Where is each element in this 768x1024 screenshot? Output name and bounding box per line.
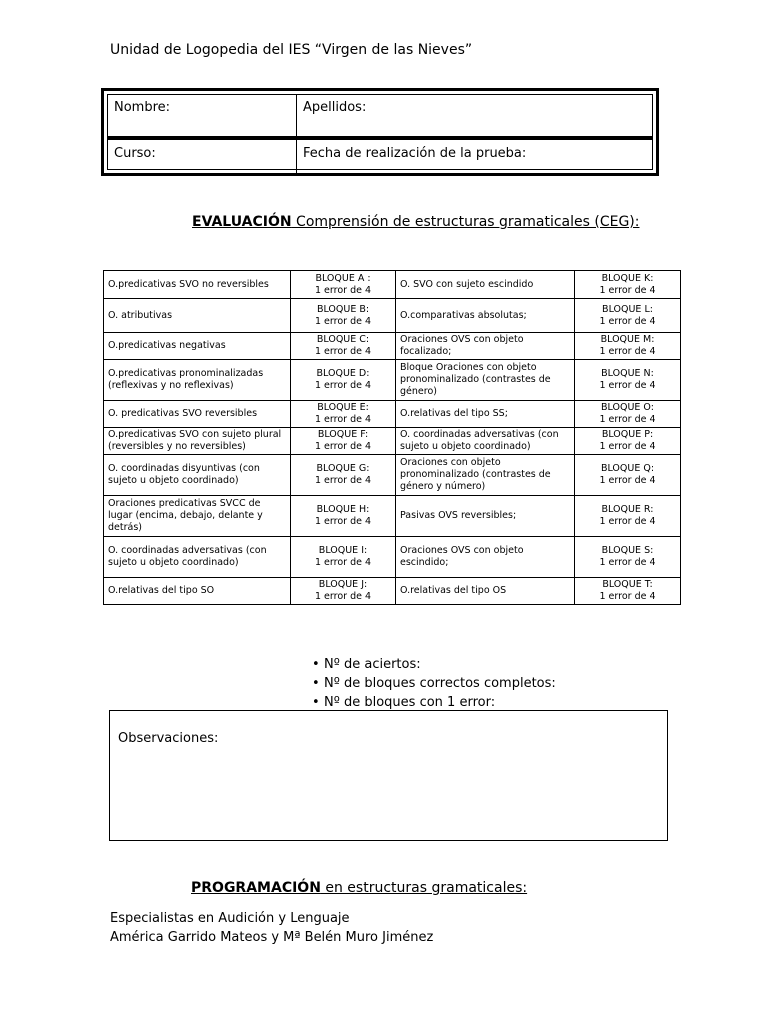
- left-structure-label: O.predicativas SVO no reversibles: [104, 271, 291, 299]
- block-name: BLOQUE L:: [602, 303, 653, 315]
- left-block-cell: [291, 360, 396, 401]
- block-error-count: 1 error de 4: [599, 557, 656, 568]
- curso-label: Curso:: [114, 146, 156, 161]
- left-structure-label: O.predicativas negativas: [104, 333, 291, 360]
- left-structure-label: O.predicativas SVO con sujeto plural (reversibles y no reversibles): [104, 428, 291, 455]
- programacion-heading: [191, 880, 527, 896]
- right-structure-label: O. SVO con sujeto escindido: [396, 271, 575, 299]
- block-name: BLOQUE C:: [316, 334, 370, 345]
- right-structure-label: O. coordinadas adversativas (con sujeto u objeto coordinado): [396, 428, 575, 455]
- left-block-cell: [291, 496, 396, 537]
- block-name: BLOQUE A :: [315, 272, 371, 284]
- block-error-count: 1 error de 4: [314, 516, 372, 527]
- apellidos-label: Apellidos:: [303, 100, 367, 115]
- left-block-cell: [291, 271, 396, 299]
- block-name: BLOQUE H:: [316, 504, 370, 515]
- left-block-cell: [291, 401, 396, 428]
- right-structure-label: Pasivas OVS reversibles;: [396, 496, 575, 537]
- apellidos-field[interactable]: [297, 95, 652, 136]
- right-block-cell: [575, 496, 681, 537]
- block-name: BLOQUE P:: [601, 429, 654, 440]
- programacion-title: en estructuras gramaticales:: [320, 880, 528, 896]
- evaluation-table: [103, 270, 681, 605]
- block-error-count: 1 error de 4: [314, 414, 372, 425]
- right-block-cell: [575, 578, 681, 605]
- evaluation-heading: [192, 214, 639, 230]
- table-row: [104, 360, 681, 401]
- block-error-count: 1 error de 4: [314, 557, 372, 568]
- table-row: [104, 428, 681, 455]
- right-structure-label: Oraciones OVS con objeto escindido;: [396, 537, 575, 578]
- curso-field[interactable]: [108, 140, 297, 174]
- block-error-count: 1 error de 4: [314, 591, 372, 602]
- left-block-cell: [291, 428, 396, 455]
- table-row: [104, 271, 681, 299]
- fecha-field[interactable]: [297, 140, 652, 174]
- right-structure-label: Bloque Oraciones con objeto pronominalizado (contrastes de género): [396, 360, 575, 401]
- nombre-field[interactable]: [108, 95, 297, 136]
- block-error-count: 1 error de 4: [314, 475, 372, 486]
- nombre-label: Nombre:: [114, 100, 171, 115]
- block-error-count: 1 error de 4: [599, 516, 656, 527]
- table-row: [104, 455, 681, 496]
- block-name: BLOQUE R:: [601, 504, 654, 515]
- aciertos-item: • Nº de aciertos:: [312, 655, 556, 674]
- left-block-cell: [291, 299, 396, 333]
- footer-specialists: Especialistas en Audición y Lenguaje: [110, 911, 350, 926]
- block-error-count: 1 error de 4: [314, 346, 372, 357]
- table-row: [104, 333, 681, 360]
- right-structure-label: O.relativas del tipo SS;: [396, 401, 575, 428]
- table-row: [104, 299, 681, 333]
- block-name: BLOQUE J:: [318, 579, 368, 590]
- footer-authors: América Garrido Mateos y Mª Belén Muro Jiménez: [110, 930, 434, 945]
- block-name: BLOQUE E:: [317, 402, 369, 413]
- left-structure-label: O. predicativas SVO reversibles: [104, 401, 291, 428]
- right-block-cell: [575, 428, 681, 455]
- block-error-count: 1 error de 4: [599, 315, 656, 327]
- student-info-box: [101, 88, 659, 176]
- right-block-cell: [575, 299, 681, 333]
- block-name: BLOQUE I:: [318, 545, 368, 556]
- right-block-cell: [575, 333, 681, 360]
- right-structure-label: Oraciones con objeto pronominalizado (contrastes de género y número): [396, 455, 575, 496]
- right-structure-label: O.comparativas absolutas;: [396, 299, 575, 333]
- block-name: BLOQUE N:: [601, 368, 654, 379]
- block-name: BLOQUE G:: [316, 463, 370, 474]
- left-structure-label: O.relativas del tipo SO: [104, 578, 291, 605]
- right-block-cell: [575, 271, 681, 299]
- block-name: BLOQUE B:: [316, 303, 370, 315]
- block-error-count: 1 error de 4: [599, 414, 656, 425]
- block-name: BLOQUE S:: [601, 545, 654, 556]
- evaluation-title: Comprensión de estructuras gramaticales (CEG):: [291, 214, 640, 230]
- block-error-count: 1 error de 4: [599, 346, 656, 357]
- left-structure-label: O.predicativas pronominalizadas (reflexivas y no reflexivas): [104, 360, 291, 401]
- block-error-count: 1 error de 4: [314, 315, 372, 327]
- programacion-keyword: PROGRAMACIÓN: [191, 880, 321, 896]
- left-block-cell: [291, 455, 396, 496]
- table-row: [104, 537, 681, 578]
- left-block-cell: [291, 537, 396, 578]
- block-error-count: 1 error de 4: [599, 380, 656, 391]
- bloques-error-item: • Nº de bloques con 1 error:: [312, 693, 556, 712]
- fecha-label: Fecha de realización de la prueba:: [303, 146, 527, 161]
- table-row: [104, 401, 681, 428]
- left-structure-label: O. atributivas: [104, 299, 291, 333]
- table-row: [104, 578, 681, 605]
- observaciones-label: Observaciones:: [118, 731, 219, 746]
- block-error-count: 1 error de 4: [314, 380, 372, 391]
- block-name: BLOQUE T:: [602, 579, 653, 590]
- left-structure-label: Oraciones predicativas SVCC de lugar (encima, debajo, delante y detrás): [104, 496, 291, 537]
- right-block-cell: [575, 537, 681, 578]
- document-header: Unidad de Logopedia del IES “Virgen de las Nieves”: [110, 42, 473, 58]
- block-error-count: 1 error de 4: [599, 284, 656, 296]
- block-name: BLOQUE D:: [316, 368, 370, 379]
- block-name: BLOQUE M:: [600, 334, 655, 345]
- left-block-cell: [291, 333, 396, 360]
- right-structure-label: Oraciones OVS con objeto focalizado;: [396, 333, 575, 360]
- block-name: BLOQUE Q:: [600, 463, 655, 474]
- observaciones-box[interactable]: [109, 710, 668, 841]
- block-name: BLOQUE K:: [601, 272, 654, 284]
- block-error-count: 1 error de 4: [599, 441, 656, 452]
- right-block-cell: [575, 360, 681, 401]
- evaluation-keyword: EVALUACIÓN: [192, 214, 292, 230]
- right-block-cell: [575, 455, 681, 496]
- left-structure-label: O. coordinadas adversativas (con sujeto u objeto coordinado): [104, 537, 291, 578]
- block-name: BLOQUE F:: [317, 429, 369, 440]
- block-error-count: 1 error de 4: [314, 284, 372, 296]
- block-error-count: 1 error de 4: [599, 475, 656, 486]
- block-error-count: 1 error de 4: [599, 591, 656, 602]
- right-structure-label: O.relativas del tipo OS: [396, 578, 575, 605]
- block-name: BLOQUE O:: [601, 402, 654, 413]
- left-block-cell: [291, 578, 396, 605]
- bloques-completos-item: • Nº de bloques correctos completos:: [312, 674, 556, 693]
- table-row: [104, 496, 681, 537]
- block-error-count: 1 error de 4: [314, 441, 372, 452]
- results-list: [312, 655, 556, 712]
- left-structure-label: O. coordinadas disyuntivas (con sujeto u objeto coordinado): [104, 455, 291, 496]
- right-block-cell: [575, 401, 681, 428]
